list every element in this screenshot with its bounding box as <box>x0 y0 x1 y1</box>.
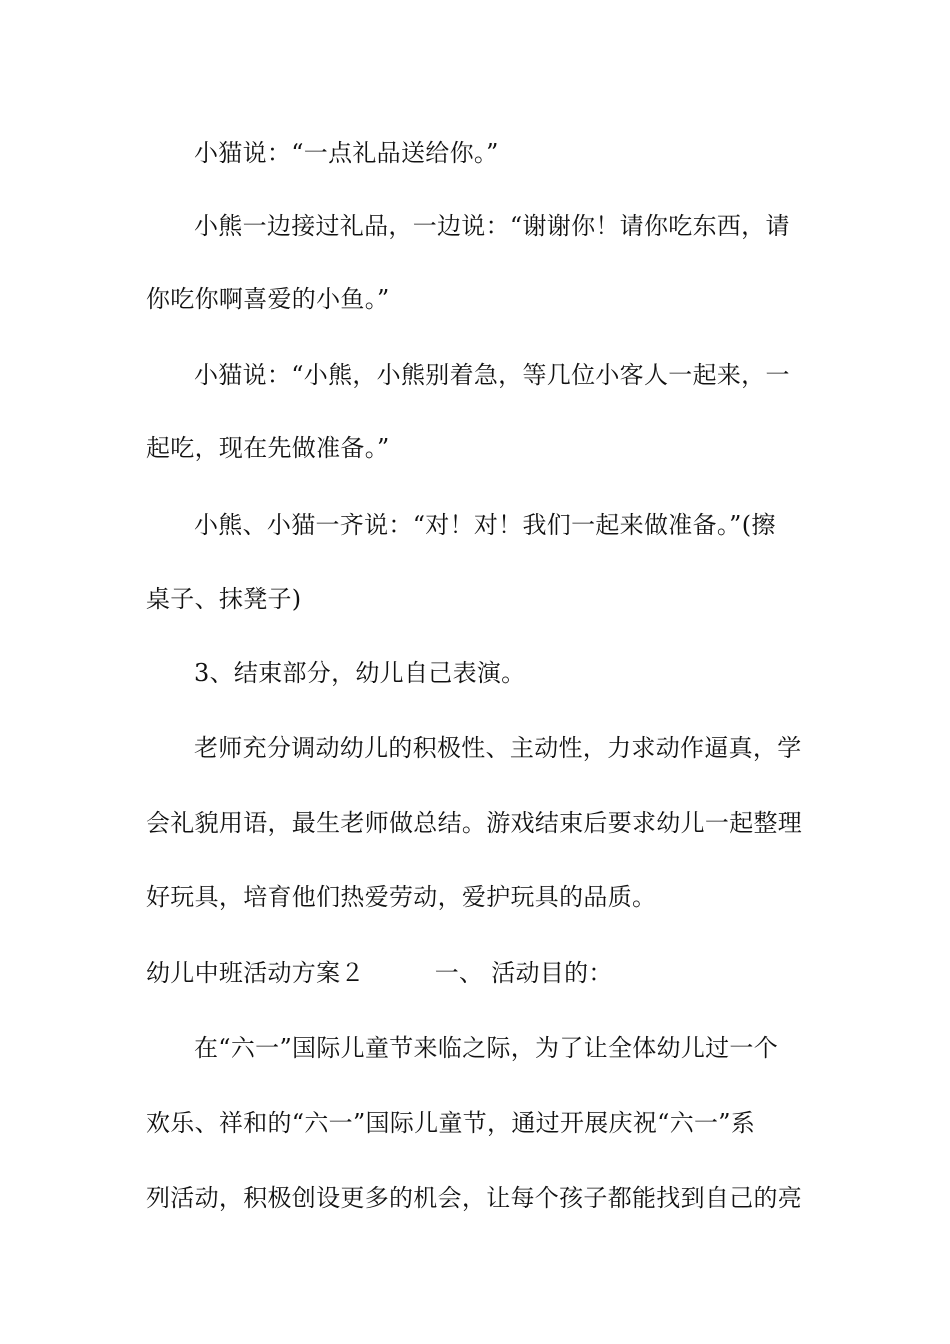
paragraph-line: 小猫说：“一点礼品送给你。” <box>194 139 499 167</box>
paragraph-line: 起吃，现在先做准备。” <box>146 434 390 462</box>
section-title: 幼儿中班活动方案２ <box>146 959 365 987</box>
paragraph-line: 小猫说：“小熊，小熊别着急，等几位小客人一起来，一 <box>194 361 790 389</box>
paragraph-line: 小熊一边接过礼品，一边说：“谢谢你！请你吃东西，请 <box>194 212 790 240</box>
paragraph-line: 小熊、小猫一齐说：“对！对！我们一起来做准备。”(擦 <box>194 511 776 539</box>
paragraph-line: 你吃你啊喜爱的小鱼。” <box>146 285 390 313</box>
paragraph-line: 在“六一”国际儿童节来临之际，为了让全体幼儿过一个 <box>194 1034 779 1062</box>
paragraph-line: 会礼貌用语，最生老师做总结。游戏结束后要求幼儿一起整理 <box>146 809 803 837</box>
paragraph-line: 欢乐、祥和的“六一”国际儿童节，通过开展庆祝“六一”系 <box>146 1109 756 1137</box>
paragraph-line: 列活动，积极创设更多的机会，让每个孩子都能找到自己的亮 <box>146 1184 803 1212</box>
paragraph-line: 桌子、抹凳子) <box>146 585 302 613</box>
paragraph-line: 3、结束部分，幼儿自己表演。 <box>194 659 526 687</box>
paragraph-line: 老师充分调动幼儿的积极性、主动性，力求动作逼真，学 <box>194 734 802 762</box>
section-subtitle: 一、 活动目的： <box>434 959 613 987</box>
paragraph-line: 好玩具，培育他们热爱劳动，爱护玩具的品质。 <box>146 883 657 911</box>
section-heading <box>146 957 806 989</box>
